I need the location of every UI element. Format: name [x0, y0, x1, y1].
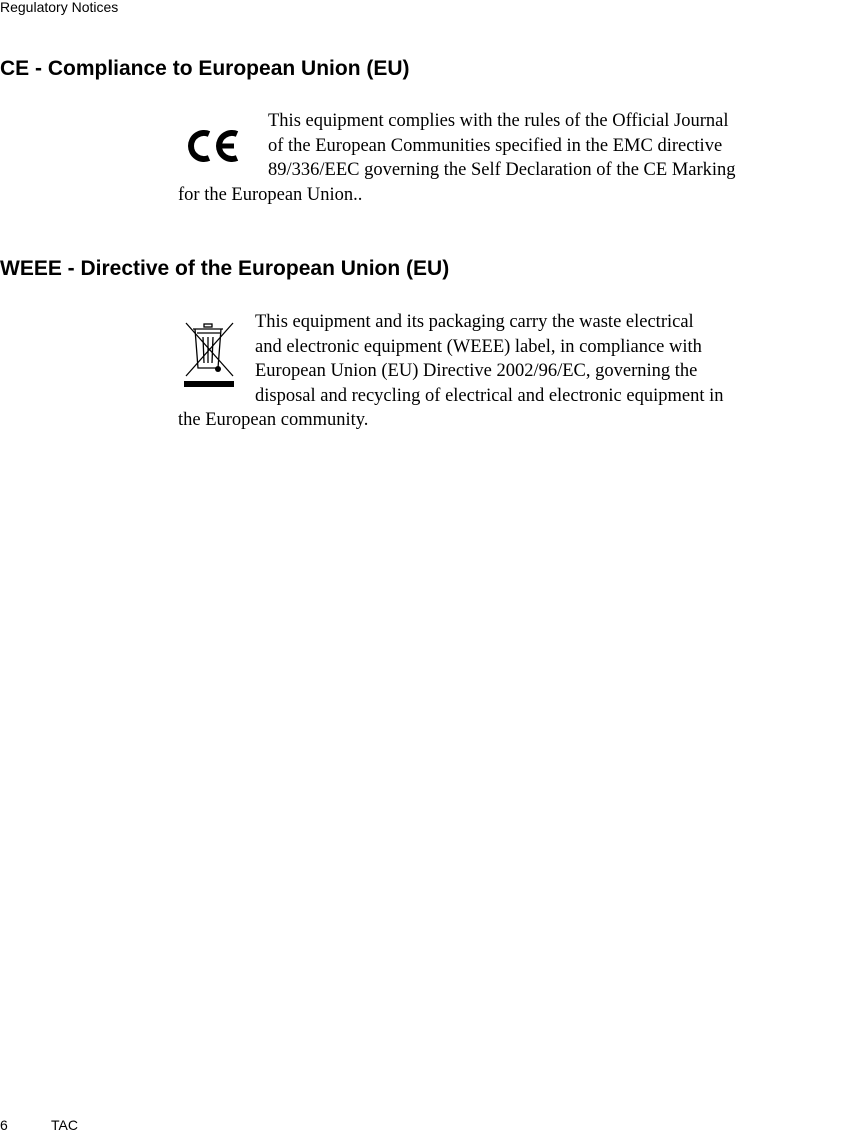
ce-text-line: for the European Union..: [178, 185, 363, 205]
weee-text-line: disposal and recycling of electrical and electronic equipment in: [255, 386, 724, 406]
weee-text-line: European Union (EU) Directive 2002/96/EC, governing the: [255, 361, 698, 381]
running-header: Regulatory Notices: [0, 0, 119, 15]
ce-text-line: 89/336/EEC governing the Self Declaration of the CE Marking: [268, 160, 736, 180]
weee-section-heading: WEEE - Directive of the European Union (EU): [0, 257, 450, 280]
page-number: 6: [0, 1117, 8, 1133]
ce-mark-icon: [184, 126, 242, 166]
crossed-out-wheelie-bin-icon: [181, 318, 237, 390]
ce-text-line: of the European Communities specified in the EMC directive: [268, 136, 723, 156]
ce-text-line: This equipment complies with the rules of the Official Journal: [268, 111, 729, 131]
weee-text-line: This equipment and its packaging carry the waste electrical: [255, 312, 694, 332]
weee-text-line: and electronic equipment (WEEE) label, in compliance with: [255, 337, 702, 357]
ce-section-heading: CE - Compliance to European Union (EU): [0, 57, 410, 80]
weee-text-line: the European community.: [178, 410, 369, 430]
footer-company: TAC: [51, 1117, 78, 1133]
